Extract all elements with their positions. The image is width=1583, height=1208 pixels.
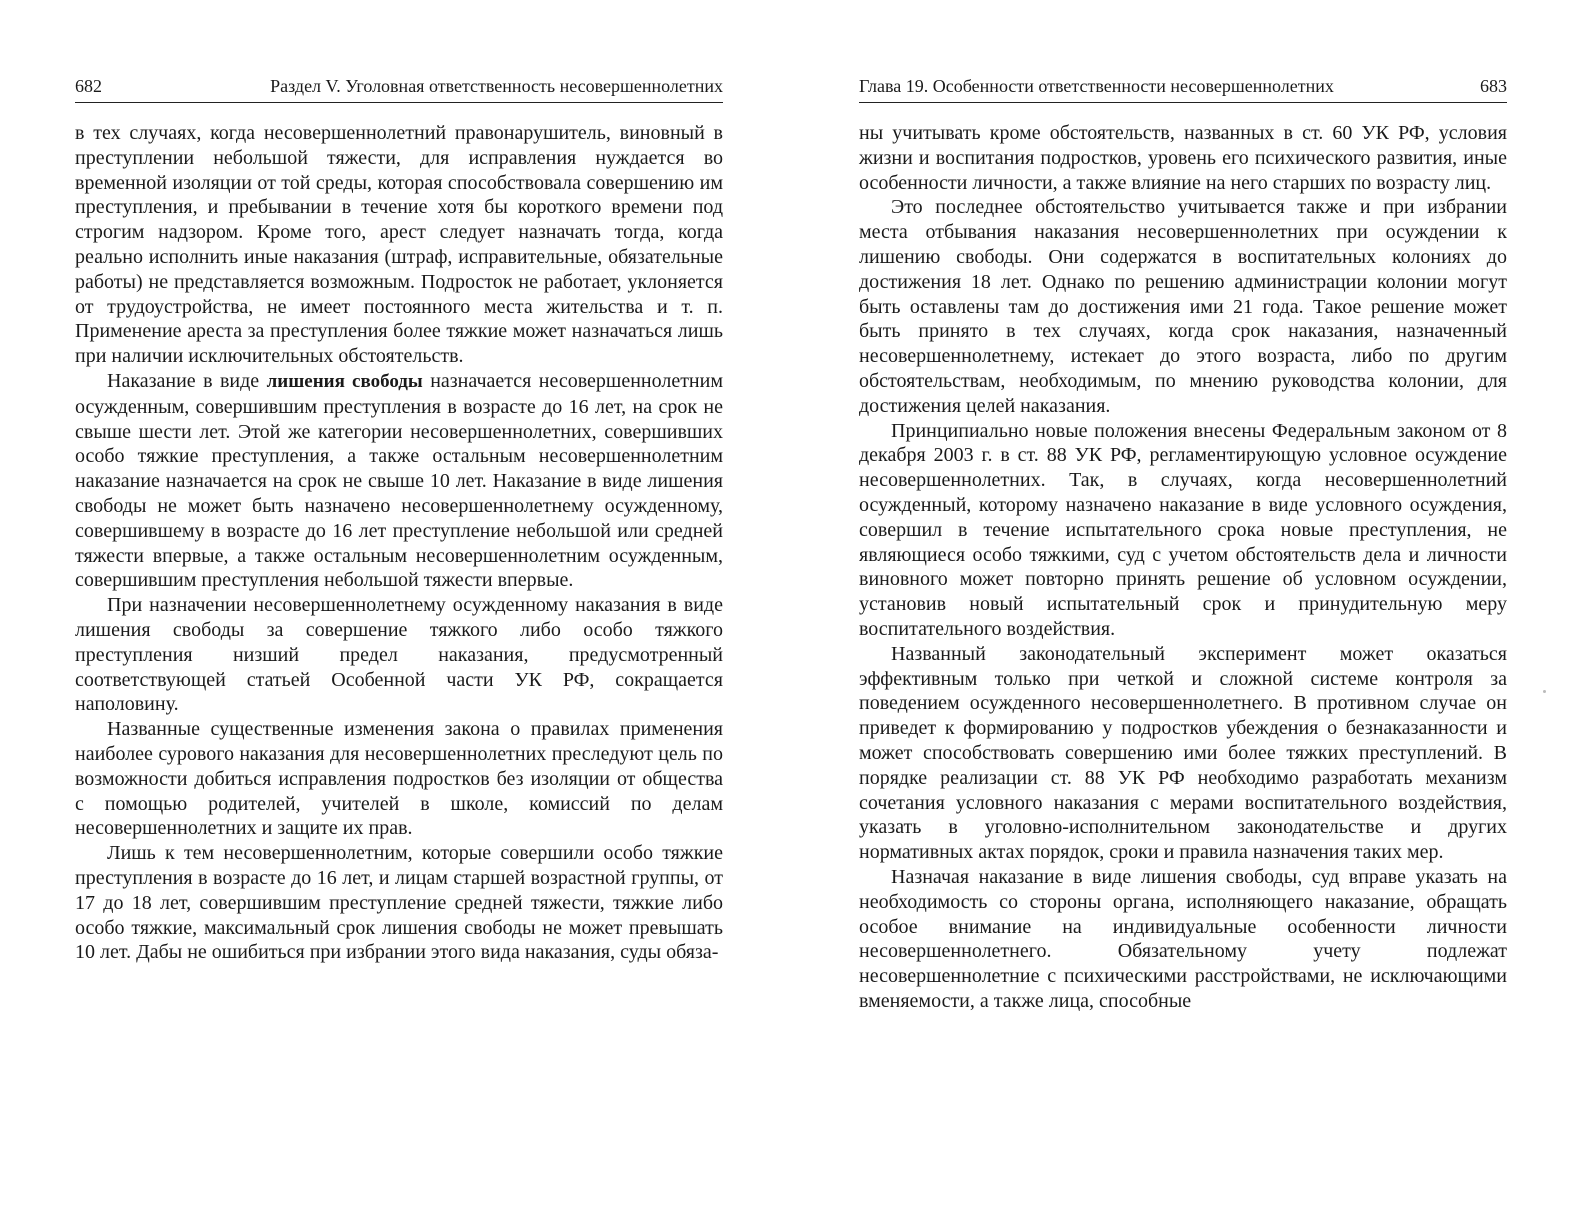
chapter-title: Глава 19. Особенности ответственности несовершеннолетних [859, 76, 1334, 96]
paragraph [75, 369, 723, 593]
page-number: 683 [1480, 76, 1507, 96]
running-head-left [75, 74, 723, 103]
bold-term: лишения свободы [266, 370, 423, 392]
paragraph: Лишь к тем несовершеннолетним, которые совершили особо тяжкие преступления в возрасте до 16 лет, и лицам старшей возрастной группы, от 17 до 18 лет, совершившим преступление средней тяжести, тяжкие либо особо тяжкие, максимальный срок лишения свободы не может превышать 10 лет. Дабы не ошибиться при избрании этого вида наказания, суды обяза- [75, 842, 723, 964]
page-body [859, 121, 1507, 1014]
paragraph: Названные существенные изменения закона о правилах применения наиболее сурового наказания для несовершеннолетних преследуют цель по возможности добиться исправления подростков без изоляции от общества с помощью родителей, учителей в школе, комиссий по делам несовершеннолетних и защите их прав. [75, 718, 723, 840]
paragraph: При назначении несовершеннолетнему осужденному наказания в виде лишения свободы за совершение тяжкого либо особо тяжкого преступления низший предел наказания, предусмотренный соответствующей статьей Особенной части УК РФ, сокращается наполовину. [75, 594, 723, 716]
paragraph: в тех случаях, когда несовершеннолетний правонарушитель, виновный в преступлении небольшой тяжести, для исправления нуждается во временной изоляции от той среды, которая способствовала совершению им преступления, и пребывании в течение хотя бы короткого времени под строгим надзором. Кроме того, арест следует назначать тогда, когда реально исполнить иные наказания (штраф, исправительные, обязательные работы) не представляется возможным. Подросток не работает, уклоняется от трудоустройства, не имеет постоянного места жительства и т. п. Применение ареста за преступления более тяжкие может назначаться лишь при наличии исключительных обстоятельств. [75, 122, 723, 368]
page-body [75, 121, 723, 965]
section-title: Раздел V. Уголовная ответственность несовершеннолетних [270, 76, 723, 96]
paragraph: ны учитывать кроме обстоятельств, названных в ст. 60 УК РФ, условия жизни и воспитания подростков, уровень его психического развития, иные особенности личности, а также влияние на него старших по возрасту лиц. [859, 122, 1507, 194]
paragraph: Это последнее обстоятельство учитывается также и при избрании места отбывания наказания несовершеннолетних при осуждении к лишению свободы. Они содержатся в воспитательных колониях до достижения 18 лет. Однако по решению администрации колонии могут быть оставлены там до достижения ими 21 года. Такое решение может быть принято в тех случаях, когда срок наказания, назначенный несовершеннолетнему, истекает до этого возраста, либо по другим обстоятельствам, необходимым, по мнению руководства колонии, для достижения целей наказания. [859, 196, 1507, 417]
paragraph-text: Наказание в виде [107, 369, 267, 392]
scan-speck [1543, 690, 1546, 693]
running-head-right [859, 74, 1507, 103]
page-number: 682 [75, 76, 102, 96]
paragraph: Принципиально новые положения внесены Федеральным законом от 8 декабря 2003 г. в ст. 88 УК РФ, регламентирующую условное осуждение несовершеннолетних. Так, в случаях, когда несовершеннолетний осужденный, которому назначено наказание в виде условного осуждения, совершил в течение испытательного срока новые преступления, не являющиеся особо тяжкими, суд с учетом обстоятельств дела и личности виновного может повторно принять решение об условном осуждении, установив новый испытательный срок и принудительную меру воспитательного воздействия. [859, 419, 1507, 640]
paragraph: Назначая наказание в виде лишения свободы, суд вправе указать на необходимость со стороны органа, исполняющего наказание, обращать особое внимание на индивидуальные особенности личности несовершеннолетнего. Обязательному учету подлежат несовершеннолетние с психическими расстройствами, не исключающими вменяемости, а также лица, способные [859, 865, 1507, 1012]
paragraph-text: назначается несовершеннолетним осужденным, совершившим преступления в возрасте до 16 лет, на срок не свыше шести лет. Этой же категории несовершеннолетних, совершивших особо тяжкие преступления, а также остальным несовершеннолетним наказание назначается на срок не свыше 10 лет. Наказание в виде лишения свободы не может быть назначено несовершеннолетнему осужденному, совершившему в возрасте до 16 лет преступление небольшой или средней тяжести впервые, а также остальным несовершеннолетним осужденным, совершившим преступления небольшой тяжести впервые. [75, 369, 723, 592]
paragraph: Названный законодательный эксперимент может оказаться эффективным только при четкой и сложной системе контроля за поведением осужденного несовершеннолетнего. В противном случае он приведет к формированию у подростков убеждения о безнаказанности и может способствовать совершению ими более тяжких преступлений. В порядке реализации ст. 88 УК РФ необходимо разработать механизм сочетания условного наказания с мерами воспитательного воздействия, указать в уголовно-исполнительном законодательстве и других нормативных актах порядок, сроки и правила назначения таких мер. [859, 642, 1507, 864]
